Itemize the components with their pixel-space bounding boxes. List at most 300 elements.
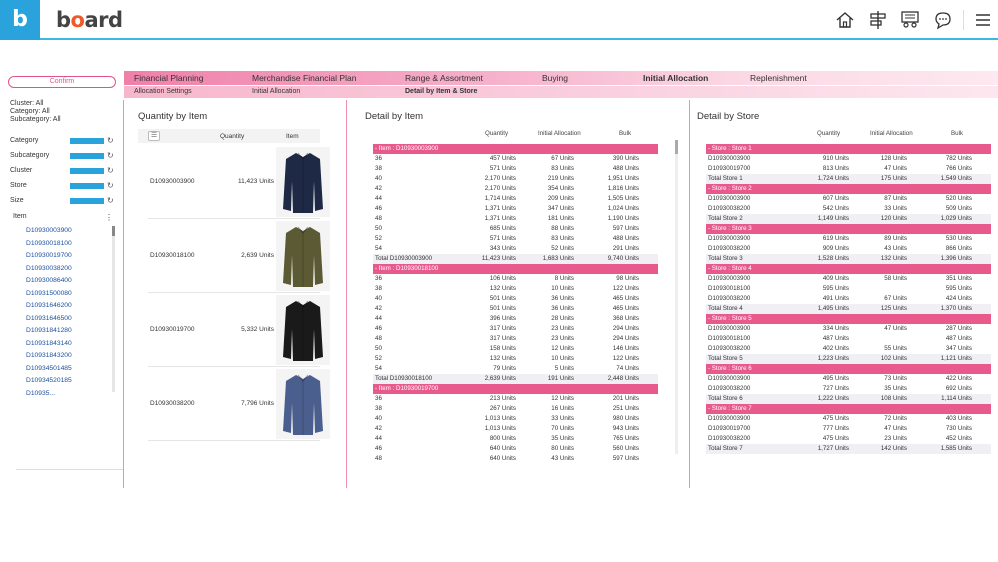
quantity-cell: 1,371 Units (484, 205, 516, 212)
table-row[interactable] (373, 294, 658, 304)
row-label: D10930003900 (708, 325, 751, 332)
bulk-cell: 520 Units (945, 195, 972, 202)
row-label: Total Store 2 (708, 215, 743, 222)
initial-allocation-cell: 43 Units (884, 245, 907, 252)
item-list-header (13, 213, 113, 220)
initial-allocation-cell: 175 Units (880, 175, 907, 182)
presentation-icon[interactable] (867, 9, 889, 31)
table-row[interactable] (373, 274, 658, 284)
refresh-icon[interactable]: ↻ (107, 136, 114, 145)
bulk-cell: 487 Units (945, 335, 972, 342)
initial-allocation-cell: 73 Units (884, 375, 907, 382)
initial-allocation-cell: 23 Units (551, 325, 574, 332)
kebab-menu-icon[interactable]: ⋮ (105, 213, 113, 222)
selector-store[interactable] (10, 181, 114, 191)
bulk-cell: 422 Units (945, 375, 972, 382)
selector-bar (70, 138, 104, 144)
group-label: - Store : Store 5 (708, 315, 752, 322)
table-row[interactable] (373, 194, 658, 204)
row-label: 44 (375, 315, 382, 322)
quantity-cell: 2,639 Units (484, 375, 516, 382)
table-row[interactable] (373, 234, 658, 244)
row-label: 50 (375, 225, 382, 232)
bulk-cell: 560 Units (612, 445, 639, 452)
group-header-row[interactable] (373, 264, 658, 274)
subtab-detail-by-item-store[interactable]: Detail by Item & Store (405, 88, 478, 95)
chat-icon[interactable] (932, 9, 954, 31)
table-row[interactable] (373, 324, 658, 334)
bulk-cell: 368 Units (612, 315, 639, 322)
tab-buying[interactable]: Buying (542, 73, 568, 83)
bulk-cell: 1,190 Units (607, 215, 639, 222)
quantity-cell: 213 Units (489, 395, 516, 402)
list-item[interactable]: D10931646500 (26, 314, 72, 322)
bulk-cell: 1,549 Units (940, 175, 972, 182)
quantity-cell: 475 Units (822, 415, 849, 422)
quantity-cell: 619 Units (822, 235, 849, 242)
quantity-cell: 106 Units (489, 275, 516, 282)
total-row[interactable] (706, 304, 991, 314)
quantity-cell: 1,371 Units (484, 215, 516, 222)
bulk-cell: 595 Units (945, 285, 972, 292)
list-item[interactable]: D10930019700 (26, 252, 72, 259)
confirm-button[interactable]: Confirm (8, 76, 116, 88)
initial-allocation-cell: 52 Units (551, 245, 574, 252)
row-label: 36 (375, 275, 382, 282)
selector-bar (70, 168, 104, 174)
detail-by-store-title: Detail by Store (697, 111, 760, 122)
table-row[interactable] (706, 274, 991, 284)
initial-allocation-cell: 10 Units (551, 285, 574, 292)
quantity-cell: 1,727 Units (817, 445, 849, 452)
tab-financial-planning[interactable]: Financial Planning (134, 73, 204, 83)
row-label: 54 (375, 365, 382, 372)
board-logo-icon[interactable]: b (0, 0, 40, 40)
brand-name (56, 8, 123, 32)
bulk-cell: 766 Units (945, 165, 972, 172)
table-row[interactable] (373, 224, 658, 234)
bulk-cell: 1,396 Units (940, 255, 972, 262)
quantity-cell: 132 Units (489, 285, 516, 292)
row-label: D10930019700 (708, 425, 751, 432)
refresh-icon[interactable]: ↻ (107, 181, 114, 190)
bulk-cell: 390 Units (612, 155, 639, 162)
selector-category[interactable] (10, 136, 114, 146)
list-item[interactable]: D10934501485 (26, 364, 72, 372)
table-row[interactable] (373, 364, 658, 374)
quantity-cell: 1,528 Units (817, 255, 849, 262)
row-label: 46 (375, 325, 382, 332)
bulk-cell: 1,816 Units (607, 185, 639, 192)
initial-allocation-cell: 70 Units (551, 425, 574, 432)
row-label: D10930003900 (708, 415, 751, 422)
list-item[interactable]: D10935... (26, 389, 55, 397)
user-group-icon[interactable] (899, 9, 921, 31)
quantity-cell: 402 Units (822, 345, 849, 352)
item-list (26, 227, 114, 402)
quantity-cell: 727 Units (822, 385, 849, 392)
group-header-row[interactable] (706, 144, 991, 154)
table-row[interactable] (373, 304, 658, 314)
initial-allocation-cell: 102 Units (880, 355, 907, 362)
group-header-row[interactable] (706, 224, 991, 234)
quantity-cell: 132 Units (489, 355, 516, 362)
quantity-cell: 501 Units (489, 295, 516, 302)
bulk-cell: 1,585 Units (940, 445, 972, 452)
bulk-cell: 424 Units (945, 295, 972, 302)
list-item[interactable]: D10930038200 (26, 264, 72, 272)
table-row[interactable] (373, 414, 658, 424)
divider (963, 10, 964, 30)
item-code: D10930019700 (150, 326, 195, 333)
initial-allocation-cell: 23 Units (551, 335, 574, 342)
quantity-cell: 1,714 Units (484, 195, 516, 202)
table-row[interactable] (373, 344, 658, 354)
total-row[interactable] (706, 174, 991, 184)
row-label: Total D10930003900 (375, 255, 433, 262)
list-item[interactable]: D10931843200 (26, 352, 72, 359)
quantity-cell: 1,495 Units (817, 305, 849, 312)
row-label: 38 (375, 285, 382, 292)
selector-bar (70, 153, 104, 159)
quantity-cell: 491 Units (822, 295, 849, 302)
col-initial-allocation: Initial Allocation (538, 130, 581, 137)
initial-allocation-cell: 67 Units (551, 155, 574, 162)
table-row[interactable] (706, 204, 991, 214)
row-label: D10930003900 (708, 195, 751, 202)
bulk-cell: 201 Units (612, 395, 639, 402)
row-label: 40 (375, 295, 382, 302)
filter-summary (10, 100, 61, 124)
subtab-initial-allocation[interactable]: Initial Allocation (252, 88, 301, 95)
initial-allocation-cell: 47 Units (884, 325, 907, 332)
bulk-cell: 488 Units (612, 165, 639, 172)
brand-name-rest: ard (84, 8, 123, 32)
row-label: 42 (375, 185, 382, 192)
col-bulk: Bulk (951, 130, 964, 137)
table-row[interactable] (373, 204, 658, 214)
group-header-row[interactable] (706, 364, 991, 374)
total-row[interactable] (706, 444, 991, 454)
refresh-icon[interactable]: ↻ (107, 196, 114, 205)
tab-replenishment[interactable]: Replenishment (750, 73, 807, 83)
list-item[interactable]: D10931841280 (26, 327, 72, 334)
row-label: D10930018100 (708, 285, 751, 292)
row-label: Total Store 3 (708, 255, 743, 262)
table-row[interactable] (706, 194, 991, 204)
item-list-scrollbar[interactable] (112, 226, 115, 392)
table-row[interactable] (373, 164, 658, 174)
quantity-cell: 800 Units (489, 435, 516, 442)
total-row[interactable] (706, 354, 991, 364)
bulk-cell: 782 Units (945, 155, 972, 162)
scrollbar-thumb[interactable] (112, 226, 115, 236)
table-row[interactable] (148, 367, 320, 441)
table-row[interactable] (706, 324, 991, 334)
col-bulk: Bulk (619, 130, 632, 137)
row-label: Total Store 6 (708, 395, 743, 402)
table-row[interactable] (706, 414, 991, 424)
group-label: - Store : Store 1 (708, 145, 752, 152)
col-quantity: Quantity (817, 130, 841, 137)
selector-label: Category (10, 137, 39, 144)
row-label: 48 (375, 455, 382, 462)
row-label: D10930038200 (708, 245, 751, 252)
bulk-cell: 980 Units (612, 415, 639, 422)
refresh-icon[interactable]: ↻ (107, 166, 114, 175)
bulk-cell: 122 Units (612, 285, 639, 292)
bulk-cell: 488 Units (612, 235, 639, 242)
quantity-cell: 910 Units (822, 155, 849, 162)
initial-allocation-cell: 83 Units (551, 235, 574, 242)
list-item[interactable]: D10934520185 (26, 377, 72, 384)
quantity-cell: 501 Units (489, 305, 516, 312)
initial-allocation-cell: 219 Units (547, 175, 574, 182)
table-row[interactable] (373, 174, 658, 184)
initial-allocation-cell: 16 Units (551, 405, 574, 412)
bulk-cell: 347 Units (945, 345, 972, 352)
bulk-cell: 1,370 Units (940, 305, 972, 312)
table-row[interactable] (373, 214, 658, 224)
quantity-cell: 1,013 Units (484, 415, 516, 422)
selector-bar (70, 183, 104, 189)
quantity-cell: 409 Units (822, 275, 849, 282)
group-label: - Item : D10930019700 (375, 385, 439, 392)
list-item[interactable]: D10930018100 (26, 239, 72, 247)
initial-allocation-cell: 10 Units (551, 355, 574, 362)
tab-range-assortment[interactable]: Range & Assortment (405, 73, 483, 83)
shirt-image (276, 221, 330, 291)
scrollbar-thumb[interactable] (675, 140, 678, 154)
list-item[interactable]: D10931500080 (26, 289, 72, 297)
table-row[interactable] (706, 154, 991, 164)
selector-subcategory[interactable] (10, 151, 114, 161)
item-code: D10930038200 (150, 400, 195, 407)
total-row[interactable] (706, 214, 991, 224)
quantity-cell: 685 Units (489, 225, 516, 232)
table-row[interactable] (373, 454, 658, 464)
menu-icon[interactable] (972, 9, 994, 31)
table-row[interactable] (706, 284, 991, 294)
bulk-cell: 530 Units (945, 235, 972, 242)
table-row[interactable] (706, 384, 991, 394)
initial-allocation-cell: 181 Units (547, 215, 574, 222)
initial-allocation-cell: 1,683 Units (542, 255, 574, 262)
row-label: 54 (375, 245, 382, 252)
table-row[interactable] (373, 434, 658, 444)
quantity-cell: 2,170 Units (484, 185, 516, 192)
list-item[interactable]: D10930003900 (26, 227, 72, 234)
row-label: D10930038200 (708, 385, 751, 392)
table-row[interactable] (373, 444, 658, 454)
row-label: 44 (375, 195, 382, 202)
quantity-cell: 343 Units (489, 245, 516, 252)
filter-subcategory: Subcategory: All (10, 116, 61, 123)
top-bar (0, 0, 998, 40)
initial-allocation-cell: 354 Units (547, 185, 574, 192)
tab-initial-allocation[interactable]: Initial Allocation (643, 73, 709, 83)
row-label: D10930019700 (708, 165, 751, 172)
group-label: - Store : Store 4 (708, 265, 752, 272)
panel-divider (689, 100, 690, 488)
initial-allocation-cell: 142 Units (880, 445, 907, 452)
row-label: 46 (375, 205, 382, 212)
selector-size[interactable] (10, 196, 114, 206)
table-menu-icon[interactable]: ☰ (148, 131, 160, 141)
row-label: D10930003900 (708, 235, 751, 242)
bulk-cell: 351 Units (945, 275, 972, 282)
table-row[interactable] (373, 244, 658, 254)
bulk-cell: 294 Units (612, 335, 639, 342)
row-label: 42 (375, 425, 382, 432)
quantity-cell: 1,222 Units (817, 395, 849, 402)
col-quantity: Quantity (485, 130, 509, 137)
table-row[interactable] (373, 334, 658, 344)
quantity-cell: 542 Units (822, 205, 849, 212)
group-label: - Store : Store 6 (708, 365, 752, 372)
bulk-cell: 452 Units (945, 435, 972, 442)
subtab-allocation-settings[interactable]: Allocation Settings (134, 88, 192, 95)
quantity-cell: 571 Units (489, 165, 516, 172)
quantity-cell: 267 Units (489, 405, 516, 412)
tab-merchandise-financial-plan[interactable]: Merchandise Financial Plan (252, 73, 357, 83)
initial-allocation-cell: 12 Units (551, 395, 574, 402)
list-item[interactable]: D10930086400 (26, 277, 72, 284)
table-row[interactable] (706, 434, 991, 444)
table-header (138, 129, 320, 143)
group-header-row[interactable] (706, 264, 991, 274)
initial-allocation-cell: 125 Units (880, 305, 907, 312)
initial-allocation-cell: 191 Units (547, 375, 574, 382)
table-row[interactable] (706, 294, 991, 304)
table-row[interactable] (373, 314, 658, 324)
table-row[interactable] (373, 284, 658, 294)
row-label: D10930018100 (708, 335, 751, 342)
quantity-cell: 777 Units (822, 425, 849, 432)
bulk-cell: 465 Units (612, 295, 639, 302)
sidebar (8, 76, 116, 397)
initial-allocation-cell: 80 Units (551, 445, 574, 452)
initial-allocation-cell: 72 Units (884, 415, 907, 422)
row-label: 44 (375, 435, 382, 442)
initial-allocation-cell: 28 Units (551, 315, 574, 322)
row-label: 36 (375, 155, 382, 162)
row-label: Total Store 1 (708, 175, 743, 182)
initial-allocation-cell: 47 Units (884, 425, 907, 432)
table-row[interactable] (706, 374, 991, 384)
group-header-row[interactable] (706, 184, 991, 194)
table-row[interactable] (706, 334, 991, 344)
selector-cluster[interactable] (10, 166, 114, 176)
quantity-by-item-title: Quantity by Item (138, 111, 208, 122)
table-row[interactable] (148, 293, 320, 367)
item-table-scrollbar[interactable] (675, 140, 678, 454)
total-row[interactable] (706, 254, 991, 264)
bulk-cell: 597 Units (612, 225, 639, 232)
quantity-cell: 1,223 Units (817, 355, 849, 362)
table-row[interactable] (373, 424, 658, 434)
row-label: 36 (375, 395, 382, 402)
selector-label: Cluster (10, 167, 33, 174)
selector-label: Size (10, 197, 24, 204)
group-header-row[interactable] (373, 144, 658, 154)
panel-divider (123, 100, 124, 488)
filter-category: Category: All (10, 108, 50, 115)
row-label: 48 (375, 335, 382, 342)
total-row[interactable] (373, 254, 658, 264)
row-label: D10930003900 (708, 375, 751, 382)
initial-allocation-cell: 58 Units (884, 275, 907, 282)
detail-by-store-table (706, 130, 991, 460)
sub-tabs (124, 86, 998, 98)
initial-allocation-cell: 35 Units (884, 385, 907, 392)
row-label: D10930038200 (708, 345, 751, 352)
quantity-cell: 813 Units (822, 165, 849, 172)
row-label: D10930038200 (708, 205, 751, 212)
table-row[interactable] (706, 244, 991, 254)
table-row[interactable] (373, 354, 658, 364)
bulk-cell: 1,024 Units (607, 205, 639, 212)
row-label: Total Store 5 (708, 355, 743, 362)
total-row[interactable] (373, 374, 658, 384)
table-row[interactable] (148, 145, 320, 219)
group-label: - Store : Store 2 (708, 185, 752, 192)
initial-allocation-cell: 35 Units (551, 435, 574, 442)
initial-allocation-cell: 67 Units (884, 295, 907, 302)
home-icon[interactable] (834, 9, 856, 31)
table-row[interactable] (148, 219, 320, 293)
total-row[interactable] (706, 394, 991, 404)
bulk-cell: 465 Units (612, 305, 639, 312)
group-header-row[interactable] (706, 314, 991, 324)
initial-allocation-cell: 55 Units (884, 345, 907, 352)
row-label: 48 (375, 215, 382, 222)
row-label: 52 (375, 355, 382, 362)
row-label: Total D10930018100 (375, 375, 433, 382)
refresh-icon[interactable]: ↻ (107, 151, 114, 160)
quantity-cell: 396 Units (489, 315, 516, 322)
quantity-cell: 1,724 Units (817, 175, 849, 182)
initial-allocation-cell: 47 Units (884, 165, 907, 172)
bulk-cell: 294 Units (612, 325, 639, 332)
table-row[interactable] (373, 154, 658, 164)
main-tabs (124, 71, 998, 85)
initial-allocation-cell: 132 Units (880, 255, 907, 262)
group-header-row[interactable] (706, 404, 991, 414)
list-item[interactable]: D10931646200 (26, 302, 72, 309)
table-row[interactable] (373, 404, 658, 414)
row-label: Total Store 4 (708, 305, 743, 312)
table-row[interactable] (373, 394, 658, 404)
quantity-cell: 317 Units (489, 325, 516, 332)
table-row[interactable] (706, 164, 991, 174)
quantity-cell: 640 Units (489, 445, 516, 452)
table-row[interactable] (373, 184, 658, 194)
brand-name-o: o (70, 8, 85, 32)
initial-allocation-cell: 12 Units (551, 345, 574, 352)
table-row[interactable] (706, 424, 991, 434)
table-row[interactable] (706, 234, 991, 244)
quantity-cell: 1,149 Units (817, 215, 849, 222)
quantity-cell: 607 Units (822, 195, 849, 202)
group-header-row[interactable] (373, 384, 658, 394)
table-row[interactable] (706, 344, 991, 354)
list-item[interactable]: D10931843140 (26, 339, 72, 347)
group-label: - Item : D10930003900 (375, 145, 439, 152)
item-quantity: 7,796 Units (241, 400, 274, 407)
group-label: - Store : Store 7 (708, 405, 752, 412)
quantity-cell: 909 Units (822, 245, 849, 252)
